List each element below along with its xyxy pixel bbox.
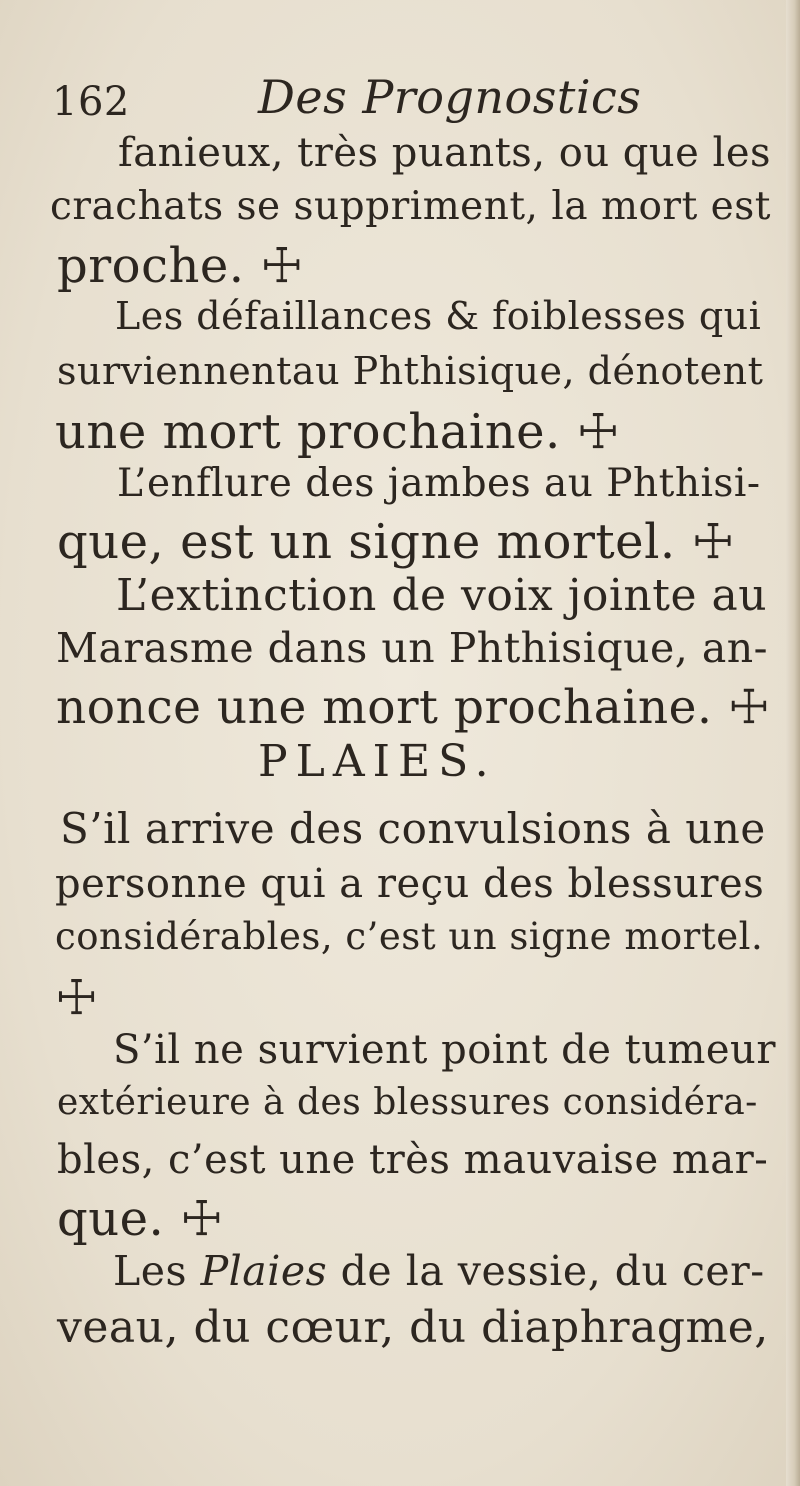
text-line: bles, c’est une très mauvaise mar- xyxy=(57,1137,769,1183)
text-line: personne qui a reçu des blessures xyxy=(55,861,765,907)
text-fragment: Les xyxy=(113,1247,201,1295)
text-line: L’extinction de voix jointe au xyxy=(116,570,768,621)
text-line: que, est un signe mortel. ☩ xyxy=(57,514,735,570)
text-line: veau, du cœur, du diaphragme, xyxy=(57,1302,769,1353)
text-line-mixed xyxy=(113,1247,765,1295)
text-line: une mort prochaine. ☩ xyxy=(55,404,621,460)
page-number: 162 xyxy=(52,79,130,125)
text-line: proche. ☩ xyxy=(57,238,304,294)
text-fragment: de la vessie, du cer- xyxy=(327,1247,765,1295)
text-line: S’il ne survient point de tumeur xyxy=(113,1027,776,1073)
text-line: que. ☩ xyxy=(57,1191,224,1247)
text-line: Les défaillances & foiblesses qui xyxy=(115,294,762,338)
text-line: extérieure à des blessures considéra- xyxy=(57,1082,758,1123)
section-heading: PLAIES. xyxy=(258,736,497,787)
text-line: surviennentau Phthisique, dénotent xyxy=(57,349,764,393)
text-line: Marasme dans un Phthisique, an- xyxy=(56,624,769,672)
text-line: fanieux, très puants, ou que les xyxy=(118,130,772,176)
text-line: S’il arrive des convulsions à une xyxy=(60,804,766,853)
italic-term: Plaies xyxy=(200,1247,328,1295)
text-line: nonce une mort prochaine. ☩ xyxy=(56,680,771,735)
page-edge xyxy=(786,0,800,1486)
text-line: considérables, c’est un signe mortel. xyxy=(55,915,764,958)
text-line: L’enflure des jambes au Phthisi- xyxy=(117,461,761,506)
running-title: Des Prognostics xyxy=(258,70,642,124)
text-line: crachats se suppriment, la mort est xyxy=(50,184,771,229)
text-line: ☩ xyxy=(55,970,99,1026)
